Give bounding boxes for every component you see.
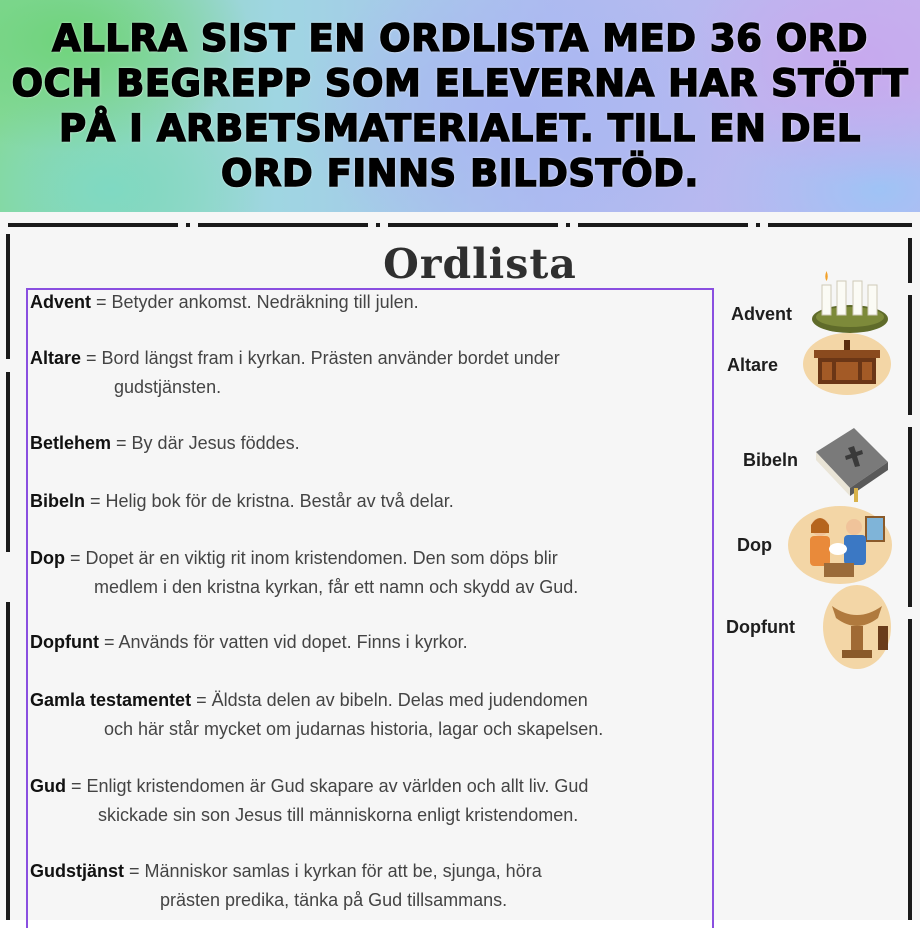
entry-term: Gud xyxy=(30,776,66,796)
entry-definition-cont: gudstjänsten. xyxy=(114,377,222,397)
entry-term: Dopfunt xyxy=(30,632,99,652)
worksheet xyxy=(0,212,920,920)
glossary-entry: Altare = Bord längst fram i kyrkan. Prästen använder bordet under gudstjänsten. xyxy=(30,344,560,402)
right-border-segment xyxy=(908,619,912,920)
entry-term: Bibeln xyxy=(30,491,86,511)
entry-definition-cont: prästen predika, tänka på Gud tillsammans. xyxy=(160,890,508,910)
entry-term: Betlehem xyxy=(30,433,112,453)
advent-wreath-icon xyxy=(810,267,890,337)
entry-definition: Människor samlas i kyrkan för att be, sjunga, höra xyxy=(144,861,542,881)
picture-label-bibeln: Bibeln xyxy=(743,450,799,470)
top-dashed-border xyxy=(8,223,912,227)
entry-term: Advent xyxy=(30,292,92,312)
entry-definition: Betyder ankomst. Nedräkning till julen. xyxy=(111,292,419,312)
glossary-entry: Gudstjänst = Människor samlas i kyrkan för att be, sjunga, höra prästen predika, tänka på Gud tillsammans. xyxy=(30,857,542,915)
entry-definition: Enligt kristendomen är Gud skapare av världen och allt liv. Gud xyxy=(86,776,589,796)
page-title: Ordlista xyxy=(383,240,577,288)
left-border-segment xyxy=(6,602,10,920)
altar-icon xyxy=(802,332,892,396)
glossary-list xyxy=(26,288,714,928)
picture-label-dop: Dop xyxy=(737,535,772,555)
bible-icon xyxy=(810,422,892,502)
baptism-icon xyxy=(788,505,893,585)
entry-definition-cont: medlem i den kristna kyrkan, får ett namn och skydd av Gud. xyxy=(94,577,579,597)
entry-term: Gudstjänst xyxy=(30,861,125,881)
baptismal-font-icon xyxy=(822,584,892,670)
entry-term: Altare xyxy=(30,348,82,368)
picture-label-advent: Advent xyxy=(731,304,793,324)
banner-text: ALLRA SIST EN ORDLISTA MED 36 ORD OCH BEGREPP SOM ELEVERNA HAR STÖTT PÅ I ARBETSMATERIALET. TILL EN DEL ORD FINNS BILDSTÖD. xyxy=(11,17,909,195)
right-border-segment xyxy=(908,295,912,415)
left-border-segment xyxy=(6,234,10,359)
glossary-entry: Bibeln = Helig bok för de kristna. Består av två delar. xyxy=(30,491,454,511)
glossary-entry: Gamla testamentet = Äldsta delen av bibeln. Delas med judendomen och här står mycket om judarnas historia, lagar och skapelsen. xyxy=(30,686,603,744)
picture-label-altare: Altare xyxy=(727,355,779,375)
left-border-segment xyxy=(6,372,10,552)
glossary-entry: Advent = Betyder ankomst. Nedräkning till julen. xyxy=(30,292,419,312)
entry-definition: Används för vatten vid dopet. Finns i kyrkor. xyxy=(118,632,468,652)
entry-definition: Äldsta delen av bibeln. Delas med judendomen xyxy=(211,690,588,710)
entry-definition: Bord längst fram i kyrkan. Prästen använder bordet under xyxy=(101,348,560,368)
glossary-entry: Gud = Enligt kristendomen är Gud skapare av världen och allt liv. Gud skickade sin son Jesus till människorna enligt kristendomen. xyxy=(30,772,588,830)
glossary-entry: Dop = Dopet är en viktig rit inom kristendomen. Den som döps blir medlem i den kristna kyrkan, får ett namn och skydd av Gud. xyxy=(30,544,578,602)
entry-definition-cont: skickade sin son Jesus till människorna enligt kristendomen. xyxy=(98,805,579,825)
glossary-entry: Dopfunt = Används för vatten vid dopet. Finns i kyrkor. xyxy=(30,632,468,652)
picture-label-dopfunt: Dopfunt xyxy=(726,617,795,637)
glossary-entry: Betlehem = By där Jesus föddes. xyxy=(30,433,300,453)
entry-definition: By där Jesus föddes. xyxy=(131,433,300,453)
right-border-segment xyxy=(908,427,912,607)
entry-definition: Helig bok för de kristna. Består av två delar. xyxy=(105,491,454,511)
entry-definition-cont: och här står mycket om judarnas historia, lagar och skapelsen. xyxy=(104,719,604,739)
entry-definition: Dopet är en viktig rit inom kristendomen. Den som döps blir xyxy=(85,548,558,568)
header-banner xyxy=(0,0,920,212)
entry-term: Dop xyxy=(30,548,65,568)
entry-term: Gamla testamentet xyxy=(30,690,192,710)
right-border-segment xyxy=(908,238,912,283)
